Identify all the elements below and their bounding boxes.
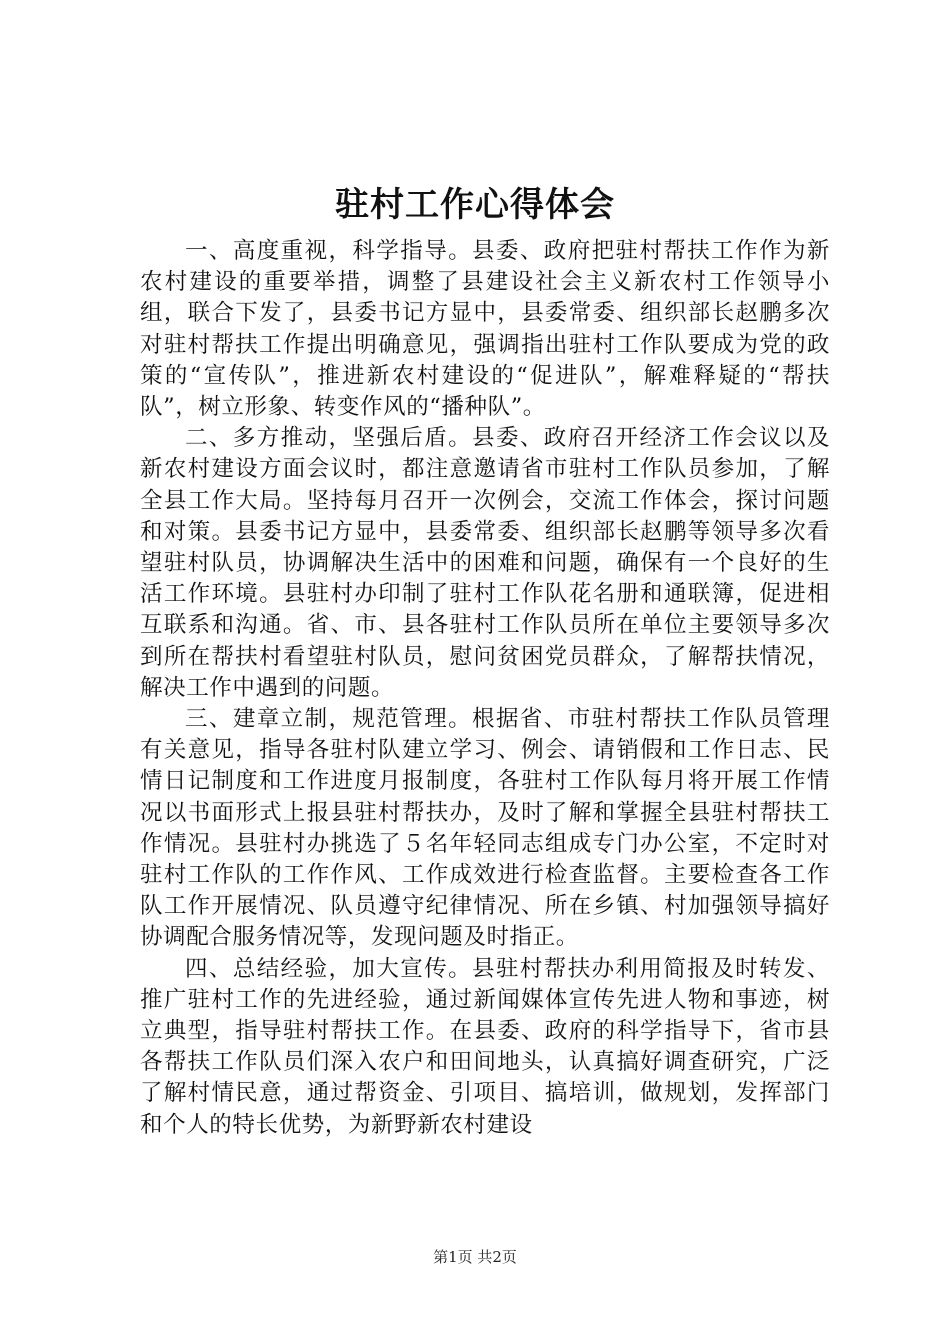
paragraph-1: 一、高度重视，科学指导。县委、政府把驻村帮扶工作作为新农村建设的重要举措，调整了县建设社会主义新农村工作领导小组，联合下发了，县委书记方显中，县委常委、组织部长赵鹏多次对驻村帮扶工作提出明确意见，强调指出驻村工作队要成为党的政策的“宣传队”，推进新农村建设的“促进队”，解难释疑的“帮扶队”，树立形象、转变作风的“播种队”。 [140, 238, 830, 421]
paragraph-4: 四、总结经验，加大宣传。县驻村帮扶办利用简报及时转发、推广驻村工作的先进经验，通过新闻媒体宣传先进人物和事迹，树立典型，指导驻村帮扶工作。在县委、政府的科学指导下，省市县各帮扶工作队员们深入农户和田间地头，认真搞好调查研究，广泛了解村情民意，通过帮资金、引项目、搞培训，做规划，发挥部门和个人的特长优势，为新野新农村建设 [140, 955, 830, 1138]
document-body [140, 236, 830, 1141]
document-title: 驻村工作心得体会 [335, 185, 615, 225]
paragraph-2: 二、多方推动，坚强后盾。县委、政府召开经济工作会议以及新农村建设方面会议时，都注意邀请省市驻村工作队员参加，了解全县工作大局。坚持每月召开一次例会，交流工作体会，探讨问题和对策。县委书记方显中，县委常委、组织部长赵鹏等领导多次看望驻村队员，协调解决生活中的困难和问题，确保有一个良好的生活工作环境。县驻村办印制了驻村工作队花名册和通联簿，促进相互联系和沟通。省、市、县各驻村工作队员所在单位主要领导多次到所在帮扶村看望驻村队员，慰问贫困党员群众，了解帮扶情况，解决工作中遇到的问题。 [140, 425, 830, 701]
paragraph-3: 三、建章立制，规范管理。根据省、市驻村帮扶工作队员管理有关意见，指导各驻村队建立学习、例会、请销假和工作日志、民情日记制度和工作进度月报制度，各驻村工作队每月将开展工作情况以书面形式上报县驻村帮扶办，及时了解和掌握全县驻村帮扶工作情况。县驻村办挑选了５名年轻同志组成专门办公室，不定时对驻村工作队的工作作风、工作成效进行检查监督。主要检查各工作队工作开展情况、队员遵守纪律情况、所在乡镇、村加强领导搞好协调配合服务情况等，发现问题及时指正。 [140, 706, 830, 951]
page-number-footer: 第1页 共2页 [433, 1248, 517, 1266]
